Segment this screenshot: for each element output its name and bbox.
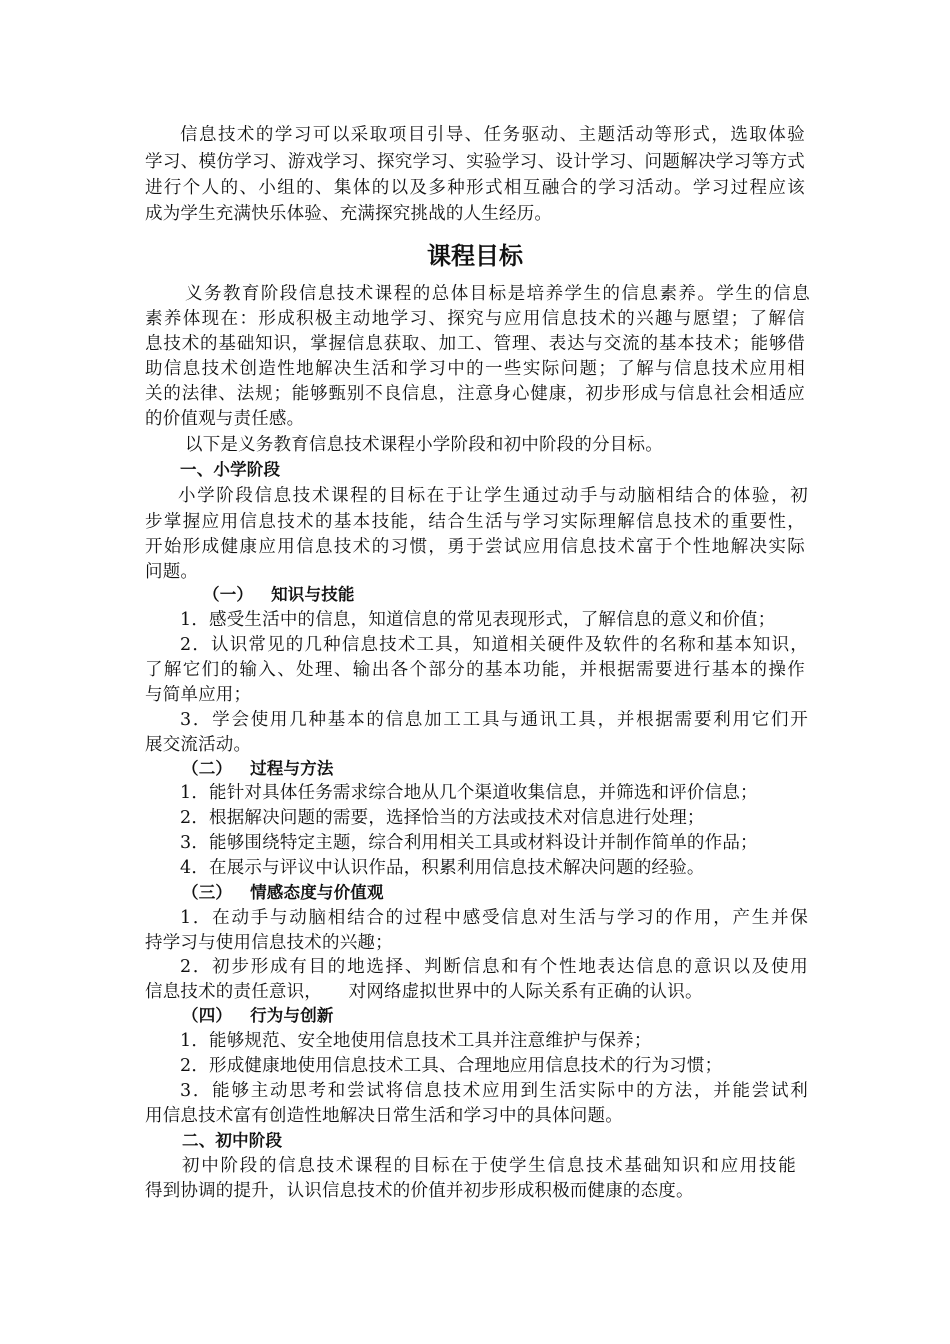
sub2-line-1: 1．能针对具体任务需求综合地从几个渠道收集信息，并筛选和评价信息； [180, 783, 758, 803]
primary-line-3: 开始形成健康应用信息技术的习惯，勇于尝试应用信息技术富于个性地解决实际 [145, 537, 805, 557]
sub2-line-3: 3．能够围绕特定主题，综合利用相关工具或材料设计并制作简单的作品； [180, 833, 758, 853]
sub2-heading [182, 757, 334, 781]
intro-line-4: 成为学生充满快乐体验、充满探究挑战的人生经历。 [145, 204, 553, 224]
junior-line-2: 得到协调的提升，认识信息技术的价值并初步形成积极而健康的态度。 [145, 1181, 694, 1201]
sub4-line-1: 1．能够规范、安全地使用信息技术工具并注意维护与保养； [180, 1031, 652, 1051]
sub4-line-4: 用信息技术富有创造性地解决日常生活和学习中的具体问题。 [145, 1106, 623, 1126]
section-title: 课程目标 [427, 242, 523, 270]
sub1-line-4: 与简单应用； [145, 685, 252, 705]
sub3-label: 情感态度与价值观 [250, 883, 384, 902]
sub1-line-1: 1．感受生活中的信息，知道信息的常见表现形式，了解信息的意义和价值； [180, 610, 776, 630]
sub4-line-2: 2．形成健康地使用信息技术工具、合理地应用信息技术的行为习惯； [180, 1056, 723, 1076]
sub4-number: （四） [182, 1006, 233, 1025]
sub1-line-5: 3．学会使用几种基本的信息加工工具与通讯工具，并根据需要利用它们开 [180, 710, 808, 730]
goal-line-4: 助信息技术创造性地解决生活和学习中的一些实际问题；了解与信息技术应用相 [145, 359, 805, 379]
intro-line-3: 进行个人的、小组的、集体的以及多种形式相互融合的学习活动。学习过程应该 [145, 178, 805, 198]
goal-line-2: 素养体现在：形成积极主动地学习、探究与应用信息技术的兴趣与愿望；了解信 [145, 309, 805, 329]
primary-line-2: 步掌握应用信息技术的基本技能，结合生活与学习实际理解信息技术的重要性， [145, 512, 805, 532]
sub2-label: 过程与方法 [250, 759, 334, 778]
sub3-line-2: 持学习与使用信息技术的兴趣； [145, 933, 393, 953]
goal-line-1: 义务教育阶段信息技术课程的总体目标是培养学生的信息素养。学生的信息 [185, 284, 810, 304]
intro-line-2: 学习、模仿学习、游戏学习、探究学习、实验学习、设计学习、问题解决学习等方式 [145, 152, 805, 172]
sub1-number: （一） [203, 585, 254, 604]
sub1-line-6: 展交流活动。 [145, 735, 252, 755]
primary-heading: 一、小学阶段 [180, 460, 281, 479]
sub1-heading [203, 583, 355, 607]
sub2-number: （二） [182, 759, 233, 778]
sub4-label: 行为与创新 [250, 1006, 334, 1025]
intro-line-1: 信息技术的学习可以采取项目引导、任务驱动、主题活动等形式，选取体验 [180, 125, 805, 145]
sub4-line-3: 3．能够主动思考和尝试将信息技术应用到生活实际中的方法，并能尝试利 [180, 1081, 808, 1101]
goal-line-6: 的价值观与责任感。 [145, 409, 305, 429]
sub2-line-2: 2．根据解决问题的需要，选择恰当的方法或技术对信息进行处理； [180, 808, 705, 828]
junior-line-1: 初中阶段的信息技术课程的目标在于使学生信息技术基础知识和应用技能 [182, 1156, 796, 1176]
sub2-line-4: 4．在展示与评议中认识作品，积累利用信息技术解决问题的经验。 [180, 858, 705, 878]
goal-following: 以下是义务教育信息技术课程小学阶段和初中阶段的分目标。 [185, 435, 663, 455]
goal-line-3: 息技术的基础知识，掌握信息获取、加工、管理、表达与交流的基本技术；能够借 [145, 334, 805, 354]
primary-line-4: 问题。 [145, 562, 199, 582]
sub1-line-2: 2．认识常见的几种信息技术工具，知道相关硬件及软件的名称和基本知识， [180, 635, 808, 655]
sub3-line-1: 1．在动手与动脑相结合的过程中感受信息对生活与学习的作用，产生并保 [180, 908, 808, 928]
sub1-line-3: 了解它们的输入、处理、输出各个部分的基本功能，并根据需要进行基本的操作 [145, 660, 805, 680]
junior-heading: 二、初中阶段 [182, 1131, 283, 1150]
sub3-heading [182, 881, 384, 905]
sub4-heading [182, 1004, 334, 1028]
sub3-line-3: 2．初步形成有目的地选择、判断信息和有个性地表达信息的意识以及使用 [180, 957, 808, 977]
sub3-line-4: 信息技术的责任意识， 对网络虚拟世界中的人际关系有正确的认识。 [145, 982, 703, 1002]
goal-line-5: 关的法律、法规；能够甄别不良信息，注意身心健康，初步形成与信息社会相适应 [145, 384, 805, 404]
sub1-label: 知识与技能 [271, 585, 355, 604]
primary-line-1: 小学阶段信息技术课程的目标在于让学生通过动手与动脑相结合的体验，初 [178, 486, 808, 506]
sub3-number: （三） [182, 883, 233, 902]
